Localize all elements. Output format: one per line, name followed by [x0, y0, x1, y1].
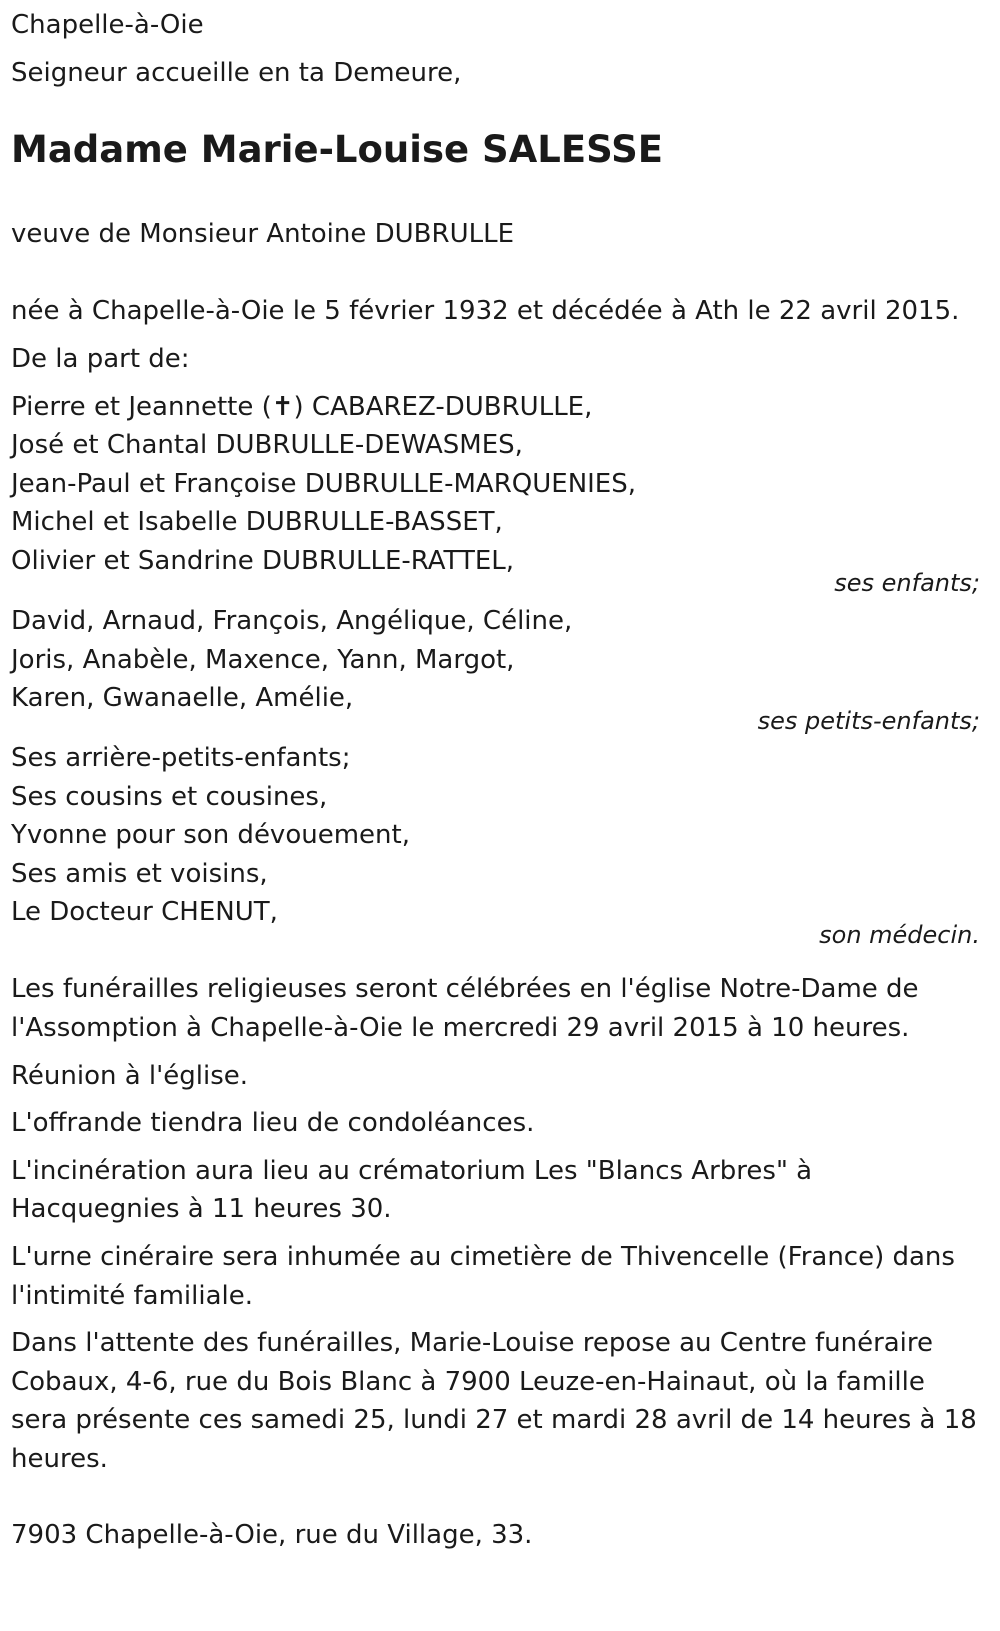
- cremation-line: L'incinération aura lieu au crématorium Les "Blancs Arbres" à: [11, 1156, 813, 1186]
- viewing-line: Cobaux, 4-6, rue du Bois Blanc à 7900 Leuze-en-Hainaut, où la famille: [11, 1367, 925, 1397]
- address-line: 7903 Chapelle-à-Oie, rue du Village, 33.: [11, 1520, 533, 1550]
- family-other-line: Ses amis et voisins,: [11, 859, 268, 889]
- viewing-line: heures.: [11, 1444, 108, 1474]
- grandchild-line: David, Arnaud, François, Angélique, Céline,: [11, 606, 573, 636]
- header-place: Chapelle-à-Oie: [11, 10, 204, 40]
- viewing-line: Dans l'attente des funérailles, Marie-Louise repose au Centre funéraire: [11, 1328, 934, 1358]
- spouse-line: veuve de Monsieur Antoine DUBRULLE: [11, 219, 515, 249]
- family-other-line: Ses cousins et cousines,: [11, 782, 328, 812]
- children-label: ses enfants;: [834, 569, 980, 597]
- funeral-line: Les funérailles religieuses seront célébrées en l'église Notre-Dame de: [11, 974, 919, 1004]
- grandchildren-label: ses petits-enfants;: [757, 707, 980, 735]
- child-line: Jean-Paul et Françoise DUBRULLE-MARQUENIES,: [11, 469, 637, 499]
- child-line: Michel et Isabelle DUBRULLE-BASSET,: [11, 507, 503, 537]
- family-other-line: Ses arrière-petits-enfants;: [11, 743, 351, 773]
- doctor-label: son médecin.: [819, 921, 980, 949]
- child-line: Olivier et Sandrine DUBRULLE-RATTEL,: [11, 546, 515, 576]
- meeting-line: Réunion à l'église.: [11, 1061, 249, 1091]
- offering-line: L'offrande tiendra lieu de condoléances.: [11, 1108, 535, 1138]
- child-line: José et Chantal DUBRULLE-DEWASMES,: [11, 430, 523, 460]
- family-intro: De la part de:: [11, 344, 190, 374]
- dates-line: née à Chapelle-à-Oie le 5 février 1932 et décédée à Ath le 22 avril 2015.: [11, 296, 960, 326]
- family-other-line: Le Docteur CHENUT,: [11, 897, 278, 927]
- header-prayer: Seigneur accueille en ta Demeure,: [11, 58, 462, 88]
- viewing-line: sera présente ces samedi 25, lundi 27 et mardi 28 avril de 14 heures à 18: [11, 1405, 977, 1435]
- child-line: Pierre et Jeannette (✝) CABAREZ-DUBRULLE,: [11, 392, 593, 422]
- urn-line: l'intimité familiale.: [11, 1281, 253, 1311]
- cremation-line: Hacquegnies à 11 heures 30.: [11, 1194, 392, 1224]
- deceased-name: Madame Marie-Louise SALESSE: [11, 128, 663, 171]
- family-other-line: Yvonne pour son dévouement,: [11, 820, 410, 850]
- grandchild-line: Karen, Gwanaelle, Amélie,: [11, 683, 354, 713]
- funeral-line: l'Assomption à Chapelle-à-Oie le mercredi 29 avril 2015 à 10 heures.: [11, 1013, 910, 1043]
- grandchild-line: Joris, Anabèle, Maxence, Yann, Margot,: [11, 645, 515, 675]
- urn-line: L'urne cinéraire sera inhumée au cimetière de Thivencelle (France) dans: [11, 1242, 955, 1272]
